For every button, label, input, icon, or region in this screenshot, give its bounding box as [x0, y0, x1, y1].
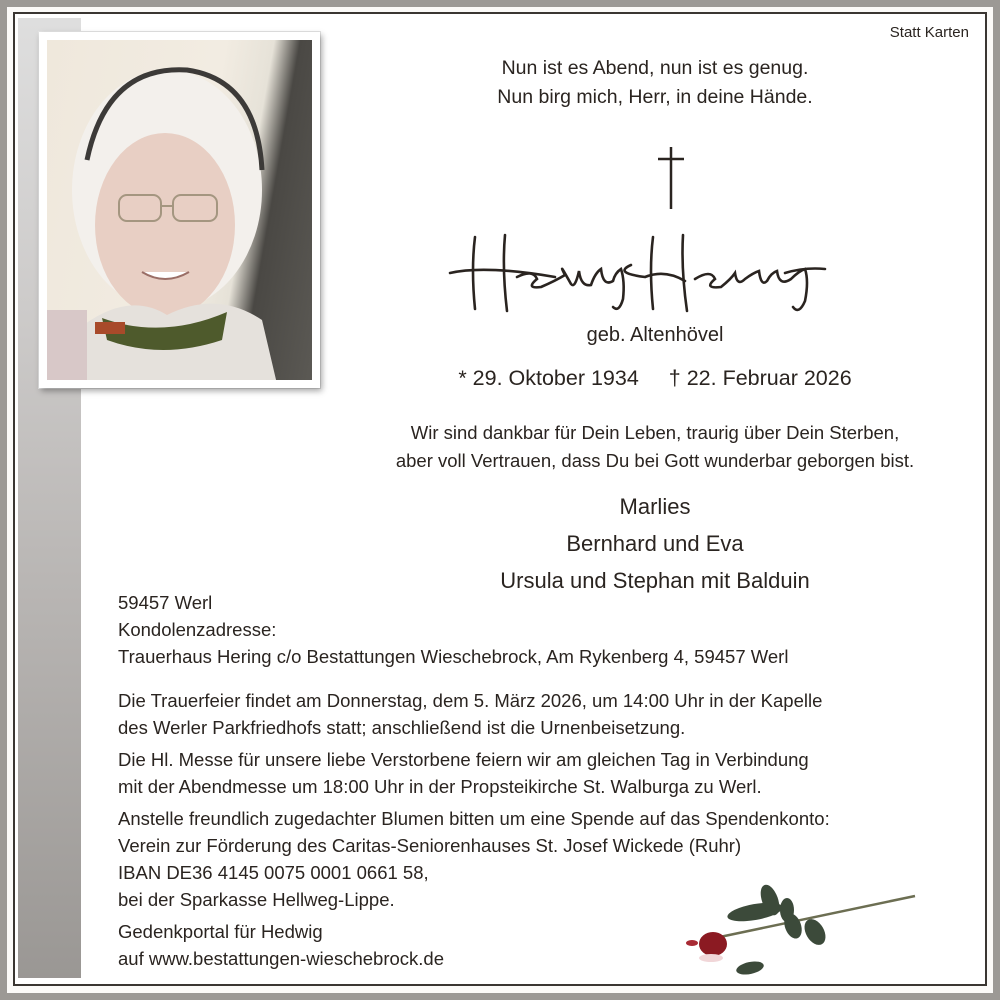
statt-karten-label: Statt Karten [889, 24, 969, 41]
birth-date: * 29. Oktober 1934 [458, 366, 639, 390]
memorial-portal-link[interactable]: auf www.bestattungen-wieschebrock.de [118, 948, 444, 969]
donation-info: Anstelle freundlich zugedachter Blumen bitten um eine Spende auf das Spendenkonto: Verein zur Förderung des Caritas-Seniorenhauses St. Josef Wickede (Ruhr) IBAN DE36 4145 0075 0001 0661 58, bei der Sparkasse Hellweg-Lippe. [118, 808, 830, 910]
portrait-illustration [47, 40, 312, 380]
life-dates [315, 366, 995, 391]
cross-icon [658, 147, 684, 209]
thanks-line-2: aber voll Vertrauen, dass Du bei Gott wunderbar geborgen bist. [395, 450, 915, 471]
death-date: † 22. Februar 2026 [668, 366, 852, 390]
portrait-photo [47, 40, 312, 380]
memorial-portal-info: Gedenkportal für Hedwig auf www.bestattungen-wieschebrock.de [118, 921, 444, 969]
mourner: Ursula und Stephan mit Balduin [500, 568, 810, 593]
rose-icon [675, 876, 925, 976]
condolence-label: Kondolenzadresse: [118, 619, 277, 640]
deceased-name-script [445, 229, 895, 319]
address-block [118, 589, 788, 670]
mourner: Bernhard und Eva [566, 531, 744, 556]
thanks-line-1: Wir sind dankbar für Dein Leben, traurig über Dein Sterben, [410, 422, 900, 443]
verse-line-2: Nun birg mich, Herr, in deine Hände. [497, 86, 813, 108]
mourner: Marlies [619, 494, 691, 519]
thanks-text [315, 419, 995, 475]
portrait-photo-frame [39, 32, 320, 388]
funeral-info: Die Trauerfeier findet am Donnerstag, dem 5. März 2026, um 14:00 Uhr in der Kapelle des Werler Parkfriedhofs statt; anschließend ist die Urnenbeisetzung. [118, 690, 823, 738]
mass-info: Die Hl. Messe für unsere liebe Verstorbene feiern wir am gleichen Tag in Verbindung mit der Abendmesse um 18:00 Uhr in der Propsteikirche St. Walburga zu Werl. [118, 749, 809, 797]
mourners-list [315, 488, 995, 599]
city: 59457 Werl [118, 592, 213, 613]
birth-name: geb. Altenhövel [586, 324, 724, 346]
condolence-address: Trauerhaus Hering c/o Bestattungen Wieschebrock, Am Rykenberg 4, 59457 Werl [118, 646, 789, 667]
iban: IBAN DE36 4145 0075 0001 0661 58, [118, 862, 429, 883]
verse [315, 54, 995, 112]
verse-line-1: Nun ist es Abend, nun ist es genug. [501, 57, 809, 79]
obituary-card [13, 12, 987, 986]
